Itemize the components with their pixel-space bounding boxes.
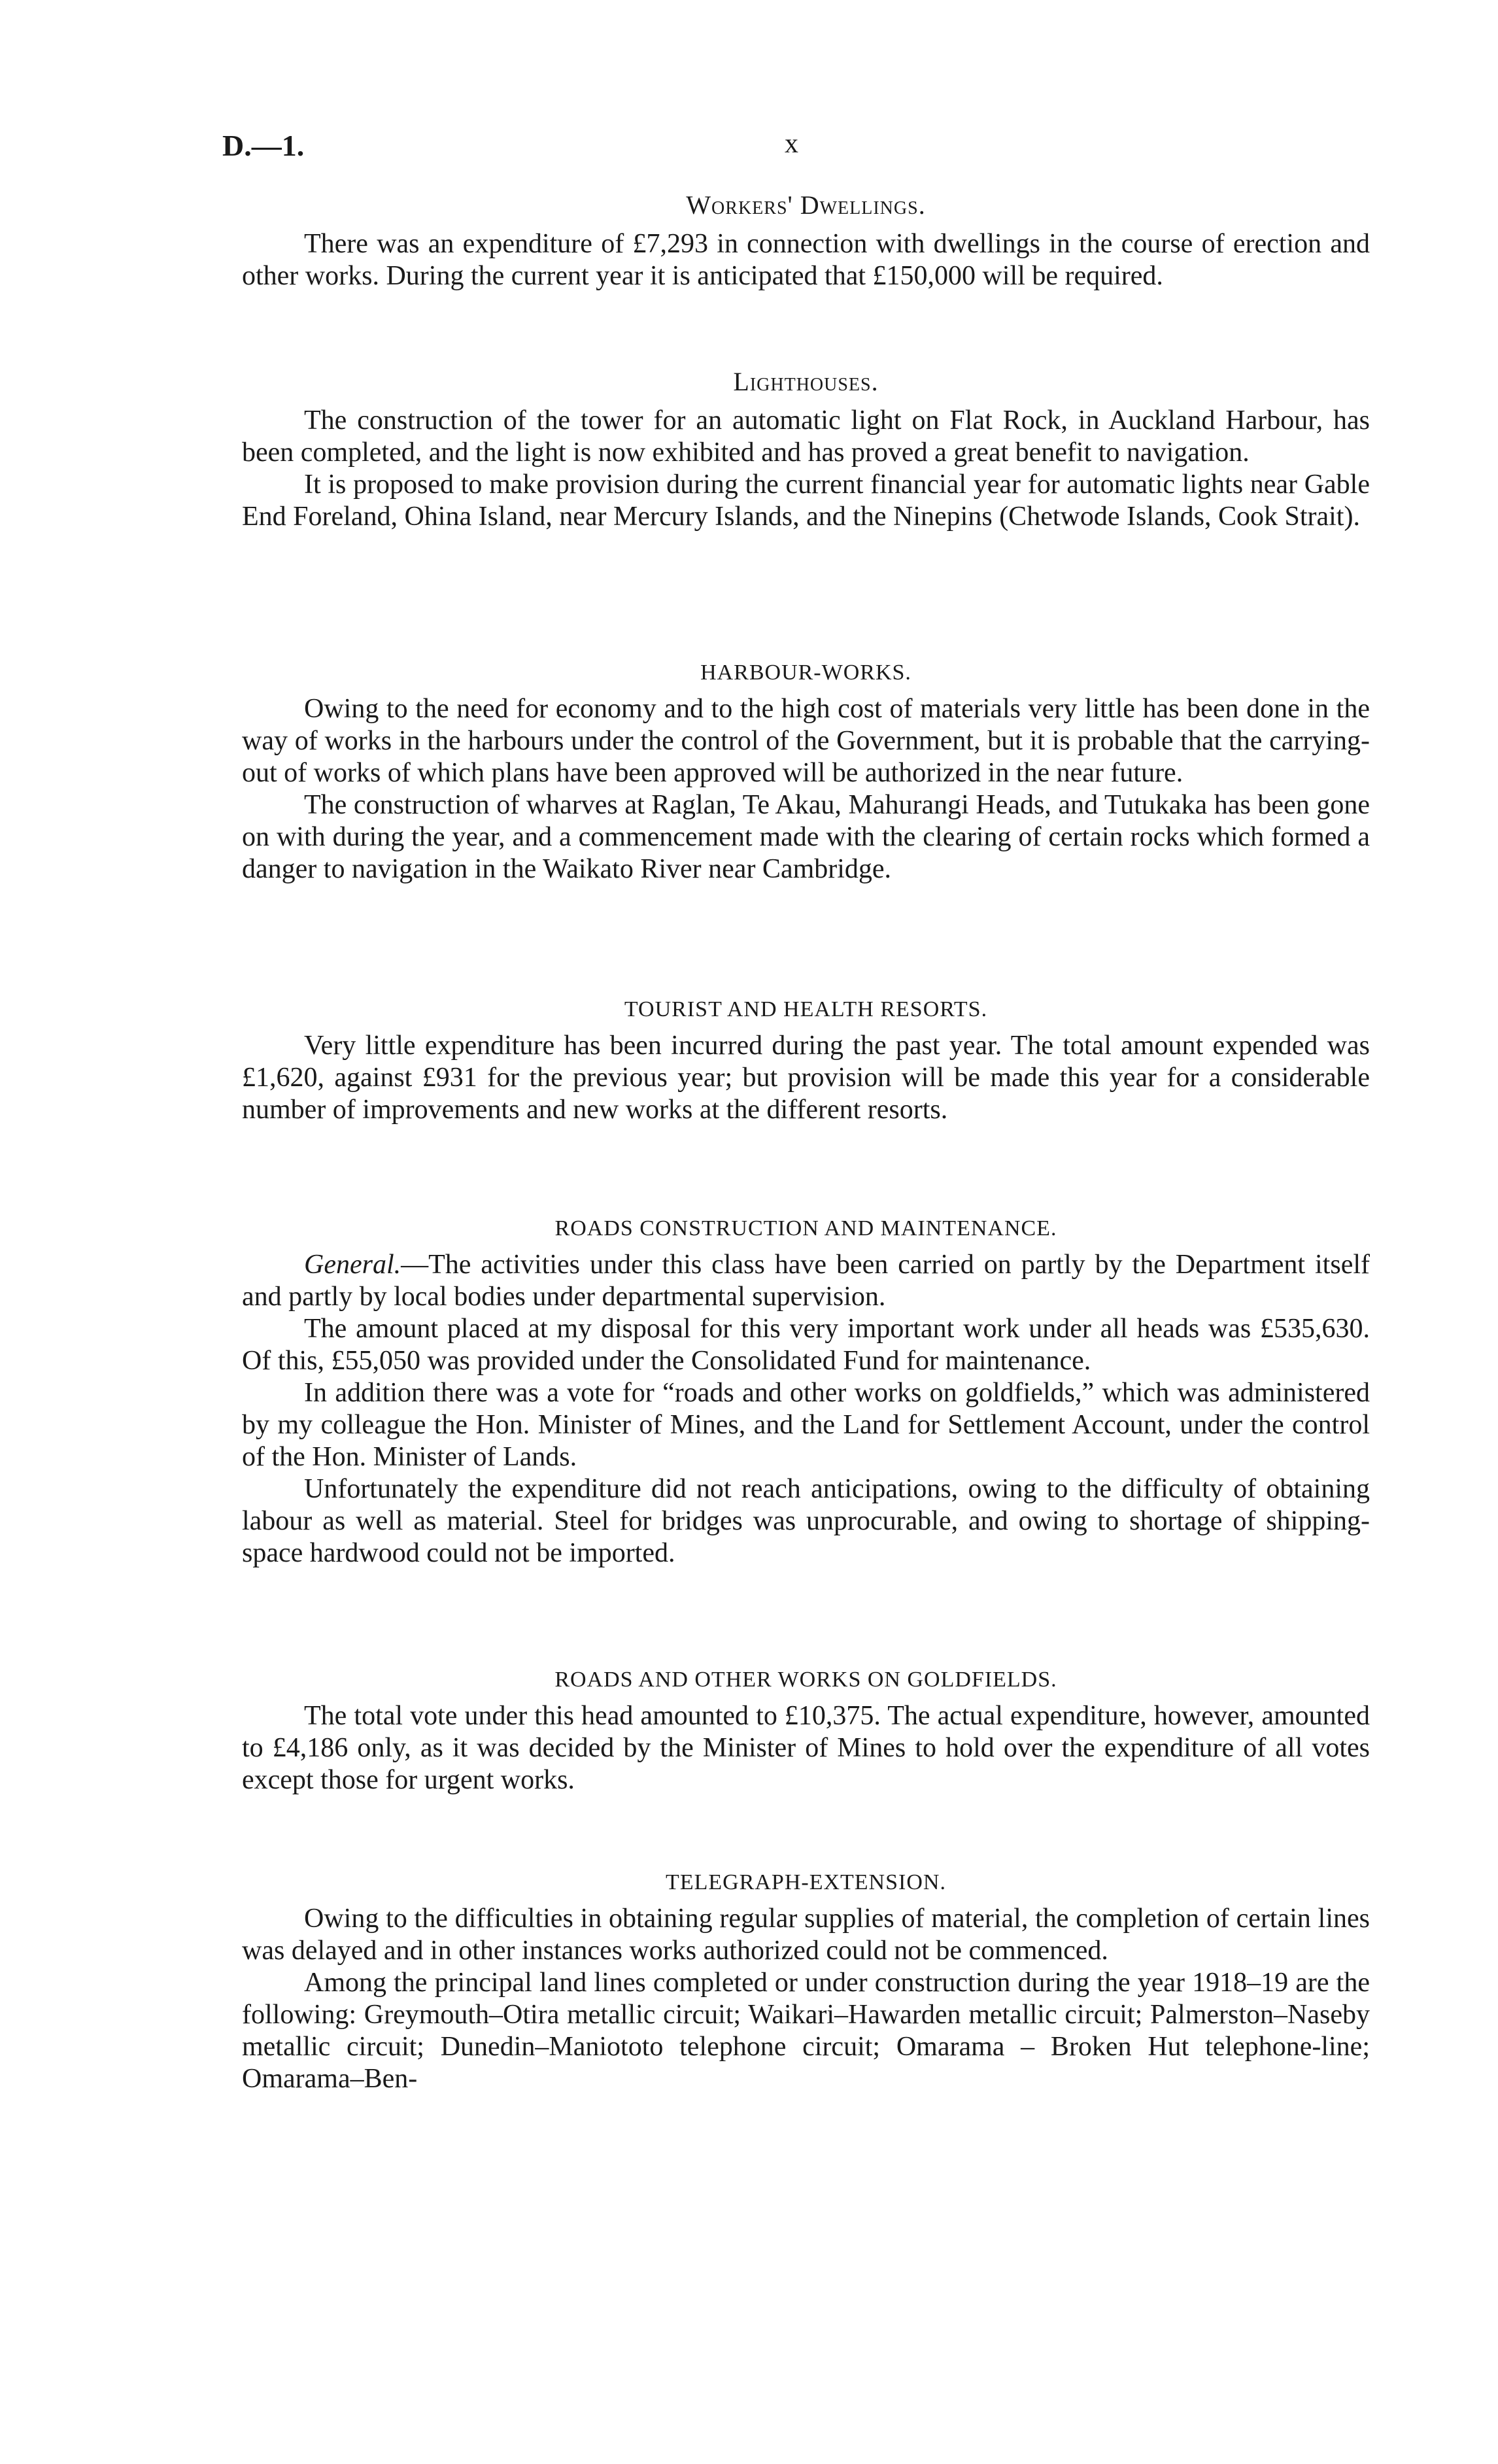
section-roads-construction xyxy=(242,1216,1370,1569)
section-tourist-health-resorts xyxy=(242,997,1370,1126)
paragraph: The amount placed at my disposal for this very important work under all heads was £535,630. Of this, £55,050 was provided under the Consolidated Fund for maintenance. xyxy=(242,1314,1370,1376)
section-harbour-works xyxy=(242,660,1370,885)
section-title: HARBOUR-WORKS. xyxy=(700,660,911,685)
paragraph: The construction of the tower for an automatic light on Flat Rock, in Auckland Harbour, has been completed, and the light is now exhibited and has proved a great benefit to navigation. xyxy=(242,405,1370,468)
section-title: Workers' Dwellings. xyxy=(686,190,926,220)
paragraph: There was an expenditure of £7,293 in connection with dwellings in the course of erection and other works. During the current year it is anticipated that £150,000 will be required. xyxy=(242,229,1370,291)
document-reference: D.—1. xyxy=(222,129,305,162)
section-title: Lighthouses. xyxy=(733,367,879,396)
paragraph-text: —The activities under this class have been carried on partly by the Department itself and partly by local bodies under departmental supervision. xyxy=(242,1250,1370,1312)
paragraph: The construction of wharves at Raglan, Te Akau, Mahurangi Heads, and Tutukaka has been gone on with during the year, and a commencement made with the clearing of certain rocks which formed a danger to navigation in the Waikato River near Cambridge. xyxy=(242,790,1370,884)
section-goldfields xyxy=(242,1668,1370,1796)
paragraph: Among the principal land lines completed or under construction during the year 1918–19 are the following: Greymouth–Otira metallic circuit; Waikari–Hawarden metallic circuit; Palmerston–Naseby metallic circuit; Dunedin–Maniototo telephone circuit; Omarama – Broken Hut telephone-line; Omarama–Ben- xyxy=(242,1968,1370,2094)
section-title: ROADS CONSTRUCTION AND MAINTENANCE. xyxy=(554,1216,1057,1241)
section-title: TELEGRAPH-EXTENSION. xyxy=(666,1870,946,1894)
section-title: TOURIST AND HEALTH RESORTS. xyxy=(624,997,988,1021)
paragraph: The total vote under this head amounted to £10,375. The actual expenditure, however, amounted to £4,186 only, as it was decided by the Minister of Mines to hold over the expenditure of all votes except those for urgent works. xyxy=(242,1701,1370,1795)
paragraph: In addition there was a vote for “roads and other works on goldfields,” which was administered by my colleague the Hon. Minister of Mines, and the Land for Settlement Account, under the control of the Hon. Minister of Lands. xyxy=(242,1378,1370,1472)
section-workers-dwellings xyxy=(242,190,1370,292)
paragraph: Unfortunately the expenditure did not reach anticipations, owing to the difficulty of obtaining labour as well as material. Steel for bridges was unprocurable, and owing to shortage of shipping-space hardwood could not be imported. xyxy=(242,1474,1370,1568)
paragraph: It is proposed to make provision during the current financial year for automatic lights near Gable End Foreland, Ohina Island, near Mercury Islands, and the Ninepins (Chetwode Islands, Cook Strait). xyxy=(242,470,1370,532)
paragraph: Owing to the need for economy and to the high cost of materials very little has been done in the way of works in the harbours under the control of the Government, but it is probable that the carrying-out of works of which plans have been approved will be authorized in the near future. xyxy=(242,694,1370,788)
section-telegraph-extension xyxy=(242,1870,1370,2095)
paragraph xyxy=(242,1249,1370,1313)
paragraph: Very little expenditure has been incurred during the past year. The total amount expended was £1,620, against £931 for the previous year; but provision will be made this year for a considerable number of improvements and new works at the different resorts. xyxy=(242,1031,1370,1125)
page-number: x xyxy=(785,129,798,159)
page-header xyxy=(222,128,1242,167)
section-lighthouses xyxy=(242,366,1370,533)
paragraph: Owing to the difficulties in obtaining regular supplies of material, the completion of certain lines was delayed and in other instances works authorized could not be commenced. xyxy=(242,1904,1370,1966)
lead-italic: General. xyxy=(304,1250,401,1280)
section-title: ROADS AND OTHER WORKS ON GOLDFIELDS. xyxy=(554,1668,1057,1692)
